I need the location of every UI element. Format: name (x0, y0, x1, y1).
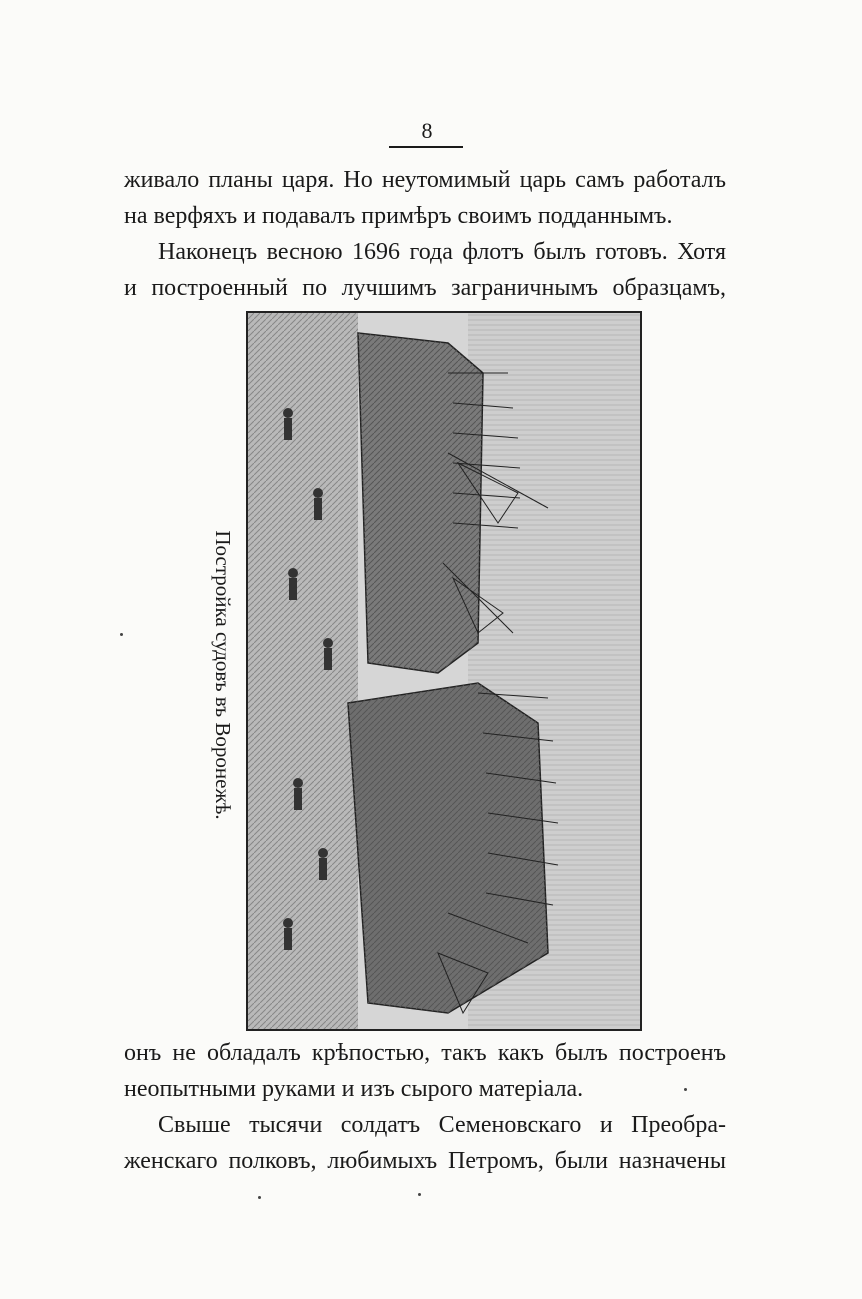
scan-speck (684, 1088, 687, 1091)
text-line: на верфяхъ и подавалъ примѣръ своимъ подданнымъ. (124, 203, 673, 229)
text-line: онъ не обладалъ крѣпостью, такъ какъ былъ построенъ (124, 1040, 726, 1066)
text-line: живало планы царя. Но неутомимый царь самъ работалъ (124, 167, 726, 193)
figure-caption: Постройка судовъ въ Воронежѣ. (211, 530, 235, 820)
text-block-top (124, 162, 726, 306)
text-line: женскаго полковъ, любимыхъ Петромъ, были назначены (124, 1148, 726, 1174)
text-line: Свыше тысячи солдатъ Семеновскаго и Преобра- (158, 1112, 726, 1138)
scan-speck (120, 633, 123, 636)
text-line: Наконецъ весною 1696 года флотъ былъ готовъ. Хотя (158, 239, 726, 265)
text-line: неопытными руками и изъ сырого матеріала. (124, 1076, 584, 1102)
scan-speck (258, 1196, 261, 1199)
scan-speck (418, 1193, 421, 1196)
page-number-rule (389, 146, 463, 148)
text-line: и построенный по лучшимъ заграничнымъ образцамъ, (124, 275, 726, 301)
shipbuilding-illustration (246, 311, 642, 1031)
page-number: 8 (421, 118, 433, 143)
text-block-bottom (124, 1035, 726, 1179)
engraving-image (248, 313, 640, 1029)
